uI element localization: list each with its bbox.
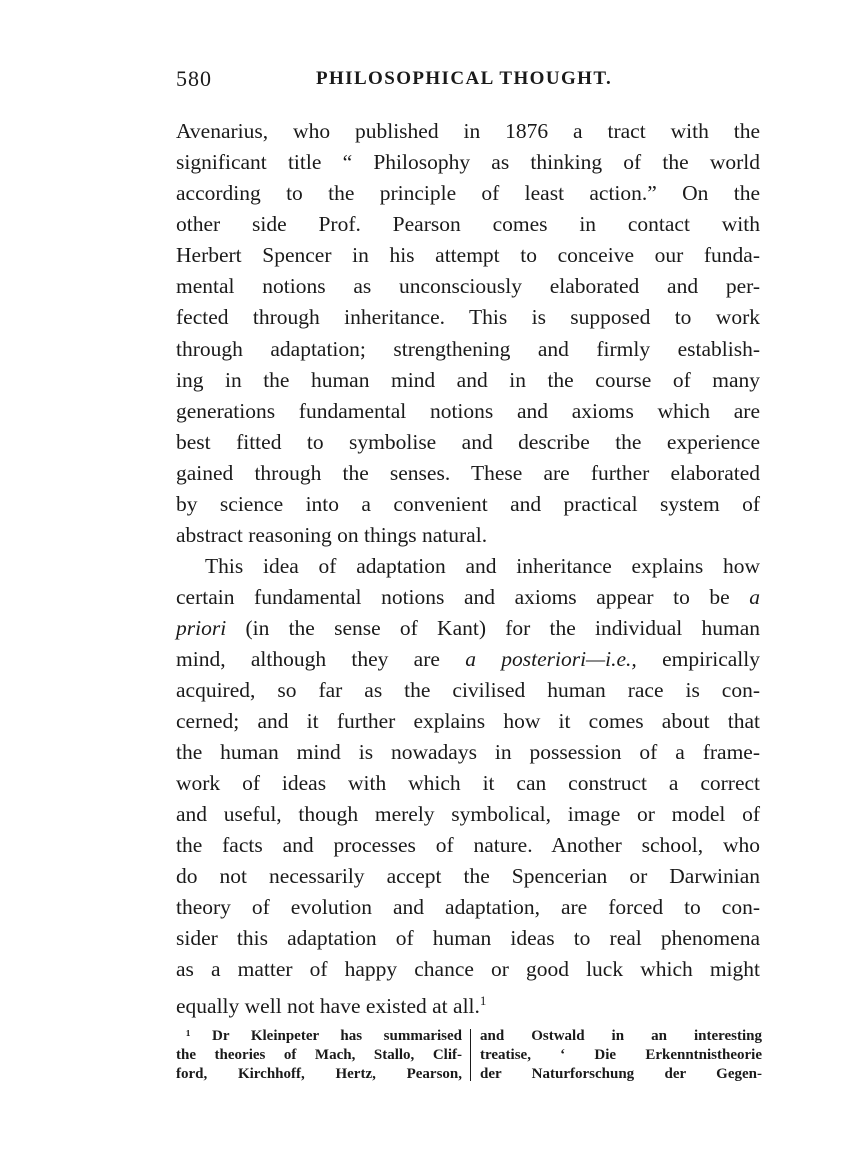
text-line: best fitted to symbolise and describe the experience xyxy=(176,430,760,454)
text-line: significant title “ Philosophy as thinking of the world xyxy=(176,150,760,174)
text-line: fected through inheritance. This is supposed to work xyxy=(176,305,760,329)
text-line: generations fundamental notions and axioms which are xyxy=(176,399,760,423)
text-line: work of ideas with which it can construct a correct xyxy=(176,771,760,795)
text-line xyxy=(176,582,760,613)
text-line: abstract reasoning on things natural. xyxy=(176,523,488,547)
text-line: acquired, so far as the civilised human race is con- xyxy=(176,678,760,702)
text-line: Avenarius, who published in 1876 a tract with the xyxy=(176,119,760,143)
page-number: 580 xyxy=(176,66,212,91)
text-line: according to the principle of least action.” On the xyxy=(176,181,760,205)
text-line: cerned; and it further explains how it comes about that xyxy=(176,709,760,733)
italic-word: a xyxy=(749,585,761,609)
text-line: gained through the senses. These are further elaborated xyxy=(176,461,760,485)
footnote-line: ¹ Dr Kleinpeter has summarised xyxy=(186,1028,462,1044)
text-line xyxy=(176,985,487,1019)
text-line: as a matter of happy chance or good luck which might xyxy=(176,957,760,981)
text-line: by science into a convenient and practical system of xyxy=(176,492,760,516)
text-line: and useful, though merely symbolical, image or model of xyxy=(176,802,760,826)
text-line: the facts and processes of nature. Another school, who xyxy=(176,833,760,857)
text-line: This idea of adaptation and inheritance explains how xyxy=(205,554,760,578)
footnote-column-right xyxy=(480,1027,762,1084)
footnote-line: der Naturforschung der Gegen- xyxy=(480,1066,762,1082)
footnote-divider xyxy=(470,1029,471,1081)
text-span: (in the sense of Kant) for the individual human xyxy=(245,616,761,640)
text-line: theory of evolution and adaptation, are forced to con- xyxy=(176,895,760,919)
text-span: empirically xyxy=(662,647,760,671)
text-line: other side Prof. Pearson comes in contact with xyxy=(176,212,760,236)
page-header xyxy=(176,66,760,96)
text-line: sider this adaptation of human ideas to real phenomena xyxy=(176,926,760,950)
text-span: mind, although they are xyxy=(176,647,440,671)
italic-word: priori xyxy=(176,616,227,640)
text-line: through adaptation; strengthening and firmly establish- xyxy=(176,337,760,361)
text-line: Herbert Spencer in his attempt to conceive our funda- xyxy=(176,243,760,267)
footnote-line: the theories of Mach, Stallo, Clif- xyxy=(176,1047,462,1063)
italic-word: posteriori—i.e., xyxy=(501,647,637,671)
text-line xyxy=(176,644,760,675)
text-line: the human mind is nowadays in possession of a frame- xyxy=(176,740,760,764)
footnote-line: treatise, ‘ Die Erkenntnistheorie xyxy=(480,1047,762,1063)
text-line: ing in the human mind and in the course of many xyxy=(176,368,760,392)
footnote-line: and Ostwald in an interesting xyxy=(480,1028,762,1044)
text-line xyxy=(176,613,760,644)
text-line: do not necessarily accept the Spencerian or Darwinian xyxy=(176,864,760,888)
footnote-line: ford, Kirchhoff, Hertz, Pearson, xyxy=(176,1066,462,1082)
text-span: certain fundamental notions and axioms appear to be xyxy=(176,585,730,609)
running-head: PHILOSOPHICAL THOUGHT. xyxy=(316,68,613,89)
footnote-column-left xyxy=(176,1027,462,1084)
text-line: mental notions as unconsciously elaborated and per- xyxy=(176,274,760,298)
italic-word: a xyxy=(465,647,476,671)
text-span: equally well not have existed at all. xyxy=(176,994,480,1019)
footnote-marker: 1 xyxy=(479,993,487,1008)
